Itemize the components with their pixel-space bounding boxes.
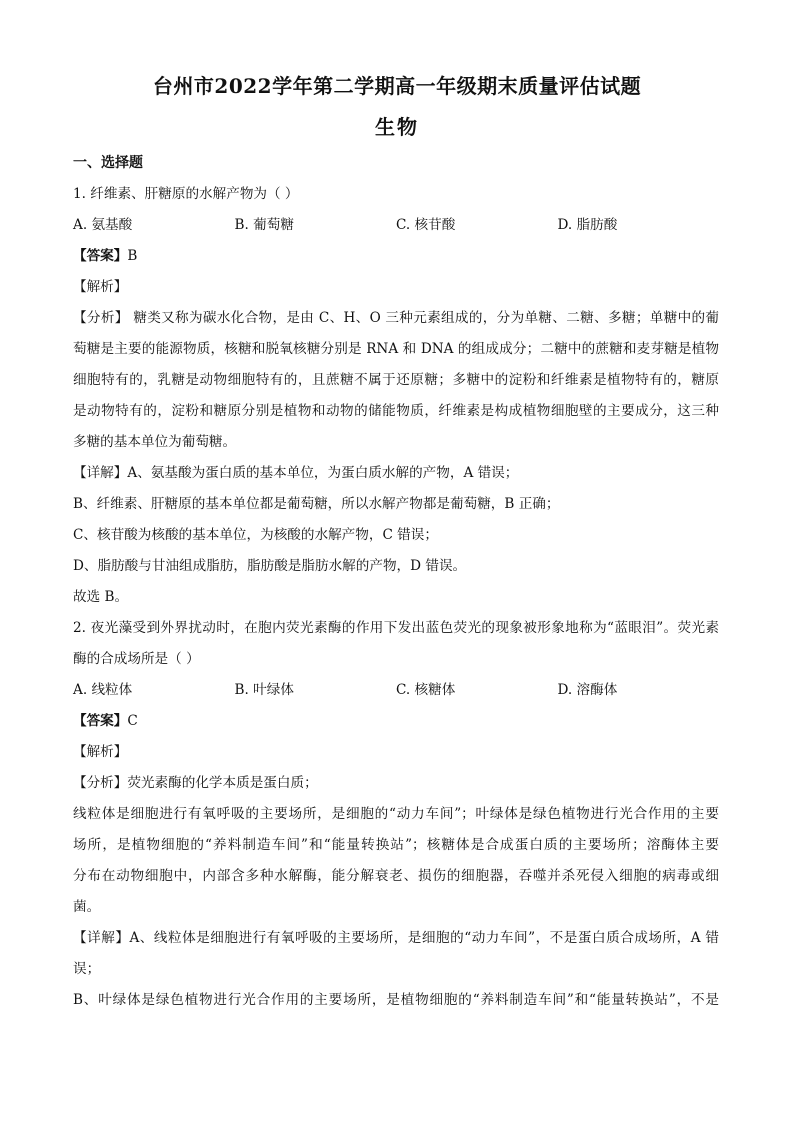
analysis-line: 多糖的基本单位为葡萄糖。: [73, 434, 237, 450]
fenxi-text: 糖类又称为碳水化合物，是由 C、H、O 三种元素组成的，分为单糖、二糖、多糖；单糖中的葡: [128, 310, 719, 326]
fenxi-text: 荧光素酶的化学本质是蛋白质；: [127, 775, 318, 791]
detail-text: A、氨基酸为蛋白质的基本单位，为蛋白质水解的产物，A 错误；: [127, 465, 519, 481]
answer-tag: 【答案】: [73, 248, 128, 264]
option-b: B. 叶绿体: [234, 682, 294, 698]
detail-line: [73, 458, 719, 489]
answer-tag: 【答案】: [73, 713, 128, 729]
answer-value: B: [127, 248, 138, 264]
analysis-line: 萄糖是主要的能源物质，核糖和脱氧核糖分别是 RNA 和 DNA 的组成成分；二糖中的蔗糖和麦芽糖是植物: [73, 341, 719, 357]
question-2-analysis-tag: 【解析】: [73, 744, 128, 760]
xiangjie-tag: 【详解】: [73, 930, 130, 946]
page-title: 台州市2022学年第二学期高一年级期末质量评估试题: [152, 74, 642, 98]
option-d: D. 溶酶体: [557, 682, 618, 698]
detail-line: 误；: [73, 961, 101, 977]
option-a: A. 线粒体: [73, 682, 133, 698]
detail-text: A、线粒体是细胞进行有氧呼吸的主要场所，是细胞的“动力车间”，不是蛋白质合成场所，A 错: [129, 930, 720, 946]
analysis-line: [73, 303, 719, 334]
option-a: A. 氨基酸: [73, 217, 133, 233]
analysis-line: 线粒体是细胞进行有氧呼吸的主要场所，是细胞的“动力车间”；叶绿体是绿色植物进行光合作用的主要: [73, 806, 719, 822]
analysis-line: 是动物特有的，淀粉和糖原分别是植物和动物的储能物质，纤维素是构成植物细胞壁的主要成分，这三种: [73, 403, 719, 419]
question-2-answer: [73, 706, 719, 737]
detail-line: B、纤维素、肝糖原的基本单位都是葡萄糖，所以水解产物都是葡萄糖，B 正确；: [73, 496, 560, 512]
option-c: C. 核糖体: [396, 682, 456, 698]
detail-line: D、脂肪酸与甘油组成脂肪，脂肪酸是脂肪水解的产物，D 错误。: [73, 558, 467, 574]
analysis-line: 菌。: [73, 899, 101, 915]
detail-line: 故选 B。: [73, 589, 129, 605]
question-1-stem: 1. 纤维素、肝糖原的水解产物为（ ）: [73, 186, 299, 202]
option-d: D. 脂肪酸: [557, 217, 618, 233]
section-heading: 一、选择题: [73, 155, 143, 171]
answer-value: C: [127, 713, 138, 729]
analysis-line: 场所，是植物细胞的“养料制造车间”和“能量转换站”；核糖体是合成蛋白质的主要场所；溶酶体主要: [73, 837, 719, 853]
detail-line: C、核苷酸为核酸的基本单位，为核酸的水解产物，C 错误；: [73, 527, 438, 543]
fenxi-tag: 【分析】: [73, 310, 129, 326]
question-1-answer: [73, 241, 719, 272]
page-subtitle: 生物: [375, 115, 419, 139]
analysis-line: 分布在动物细胞中，内部含多种水解酶，能分解衰老、损伤的细胞器，吞噬并杀死侵入细胞的病毒或细: [73, 868, 719, 884]
question-2-stem: 2. 夜光藻受到外界扰动时，在胞内荧光素酶的作用下发出蓝色荧光的现象被形象地称为“蓝眼泪”。荧光素: [73, 620, 719, 636]
analysis-line: 细胞特有的，乳糖是动物细胞特有的，且蔗糖不属于还原糖；多糖中的淀粉和纤维素是植物特有的，糖原: [73, 372, 719, 388]
option-b: B. 葡萄糖: [234, 217, 294, 233]
question-1-analysis-tag: 【解析】: [73, 279, 128, 295]
question-2-stem: 酶的合成场所是（ ）: [73, 651, 200, 667]
question-2-options: [73, 675, 719, 706]
question-1-options: [73, 210, 719, 241]
option-c: C. 核苷酸: [396, 217, 456, 233]
xiangjie-tag: 【详解】: [73, 465, 128, 481]
analysis-line: [73, 768, 719, 799]
detail-line: B、叶绿体是绿色植物进行光合作用的主要场所，是植物细胞的“养料制造车间”和“能量转换站”，不是: [73, 992, 719, 1008]
document-body: [73, 148, 719, 1016]
detail-line: [73, 923, 719, 954]
fenxi-tag: 【分析】: [73, 775, 128, 791]
